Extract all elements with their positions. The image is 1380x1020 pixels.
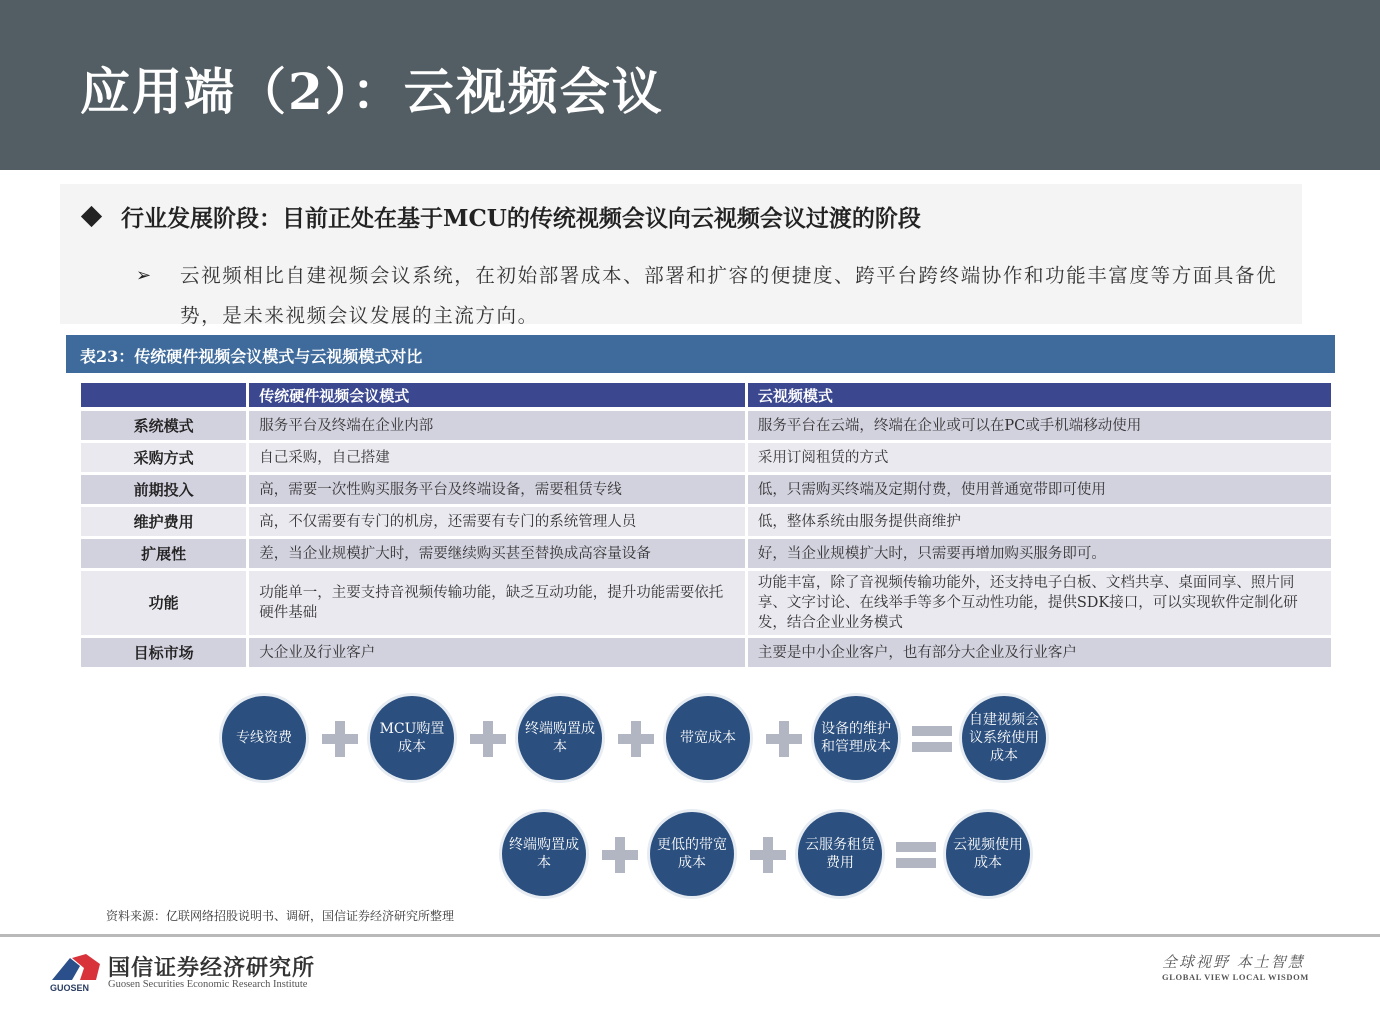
table-row <box>81 475 1331 507</box>
cost-term-circle: 终端购置成本 <box>518 696 602 780</box>
row-label: 维护费用 <box>81 507 246 539</box>
plus-icon <box>750 696 814 780</box>
row-label: 功能 <box>81 571 246 638</box>
traditional-cell: 服务平台及终端在企业内部 <box>249 411 745 443</box>
table-header-row <box>81 383 1331 411</box>
cloud-cost-equation <box>502 812 1030 896</box>
traditional-cell: 功能单一，主要支持音视频传输功能，缺乏互动功能，提升功能需要依托硬件基础 <box>249 571 745 638</box>
column-header-blank <box>81 383 246 411</box>
arrow-right-icon: ➢ <box>136 265 152 286</box>
row-label: 扩展性 <box>81 539 246 571</box>
table-row <box>81 571 1331 638</box>
plus-icon <box>734 812 798 896</box>
self-built-cost-equation <box>222 696 1046 780</box>
comparison-table <box>78 383 1334 670</box>
sub-bullet-text: 云视频相比自建视频会议系统，在初始部署成本、部署和扩容的便捷度、跨平台跨终端协作和功能丰富度等方面具备优势，是未来视频会议发展的主流方向。 <box>180 264 1278 327</box>
cost-result-circle: 自建视频会议系统使用成本 <box>962 696 1046 780</box>
column-header-traditional: 传统硬件视频会议模式 <box>249 383 745 411</box>
org-name-cn: 国信证券经济研究所 <box>108 955 316 981</box>
cloud-cell: 主要是中小企业客户，也有部分大企业及行业客户 <box>748 638 1331 670</box>
traditional-cell: 自己采购，自己搭建 <box>249 443 745 475</box>
cloud-cell: 低，只需购买终端及定期付费，使用普通宽带即可使用 <box>748 475 1331 507</box>
sub-bullet <box>136 256 1286 336</box>
cloud-cell: 好，当企业规模扩大时，只需要再增加购买服务即可。 <box>748 539 1331 571</box>
cloud-cell: 采用订阅租赁的方式 <box>748 443 1331 475</box>
cost-result-circle: 云视频使用成本 <box>946 812 1030 896</box>
cloud-cell: 服务平台在云端，终端在企业或可以在PC或手机端移动使用 <box>748 411 1331 443</box>
traditional-cell: 高，不仅需要有专门的机房，还需要有专门的系统管理人员 <box>249 507 745 539</box>
slogan-cn: 全球视野 本土智慧 <box>1162 953 1305 971</box>
equals-icon <box>898 696 962 780</box>
cost-term-circle: 终端购置成本 <box>502 812 586 896</box>
page-title: 应用端（2）：云视频会议 <box>80 62 664 121</box>
main-bullet <box>78 200 921 233</box>
plus-icon <box>454 696 518 780</box>
source-note: 资料来源：亿联网络招股说明书、调研，国信证券经济研究所整理 <box>106 909 455 923</box>
guosen-logo-icon <box>50 952 102 982</box>
diamond-icon <box>81 206 102 227</box>
cost-term-circle: 云服务租赁费用 <box>798 812 882 896</box>
cloud-cell: 功能丰富，除了音视频传输功能外，还支持电子白板、文档共享、桌面同享、照片同享、文字讨论、在线举手等多个互动性功能，提供SDK接口，可以实现软件定制化研发，结合企业业务模式 <box>748 571 1331 638</box>
equals-icon <box>882 812 946 896</box>
table-row <box>81 638 1331 670</box>
plus-icon <box>602 696 666 780</box>
cost-term-circle: 专线资费 <box>222 696 306 780</box>
table-row <box>81 411 1331 443</box>
table-row <box>81 507 1331 539</box>
column-header-cloud: 云视频模式 <box>748 383 1331 411</box>
row-label: 系统模式 <box>81 411 246 443</box>
plus-icon <box>586 812 650 896</box>
footer-divider <box>0 934 1380 937</box>
cloud-cell: 低，整体系统由服务提供商维护 <box>748 507 1331 539</box>
row-label: 前期投入 <box>81 475 246 507</box>
traditional-cell: 差，当企业规模扩大时，需要继续购买甚至替换成高容量设备 <box>249 539 745 571</box>
slogan-en: GLOBAL VIEW LOCAL WISDOM <box>1162 972 1309 982</box>
cost-term-circle: 带宽成本 <box>666 696 750 780</box>
plus-icon <box>306 696 370 780</box>
table-row <box>81 443 1331 475</box>
cost-term-circle: MCU购置成本 <box>370 696 454 780</box>
main-bullet-text: 行业发展阶段：目前正处在基于MCU的传统视频会议向云视频会议过渡的阶段 <box>121 205 921 232</box>
table-caption: 表23：传统硬件视频会议模式与云视频模式对比 <box>66 335 1335 373</box>
row-label: 目标市场 <box>81 638 246 670</box>
title-band <box>0 0 1380 170</box>
cost-term-circle: 设备的维护和管理成本 <box>814 696 898 780</box>
row-label: 采购方式 <box>81 443 246 475</box>
org-name-en: Guosen Securities Economic Research Institute <box>108 979 308 990</box>
cost-term-circle: 更低的带宽成本 <box>650 812 734 896</box>
traditional-cell: 高，需要一次性购买服务平台及终端设备，需要租赁专线 <box>249 475 745 507</box>
table-row <box>81 539 1331 571</box>
traditional-cell: 大企业及行业客户 <box>249 638 745 670</box>
logo-wordmark: GUOSEN <box>50 983 90 993</box>
